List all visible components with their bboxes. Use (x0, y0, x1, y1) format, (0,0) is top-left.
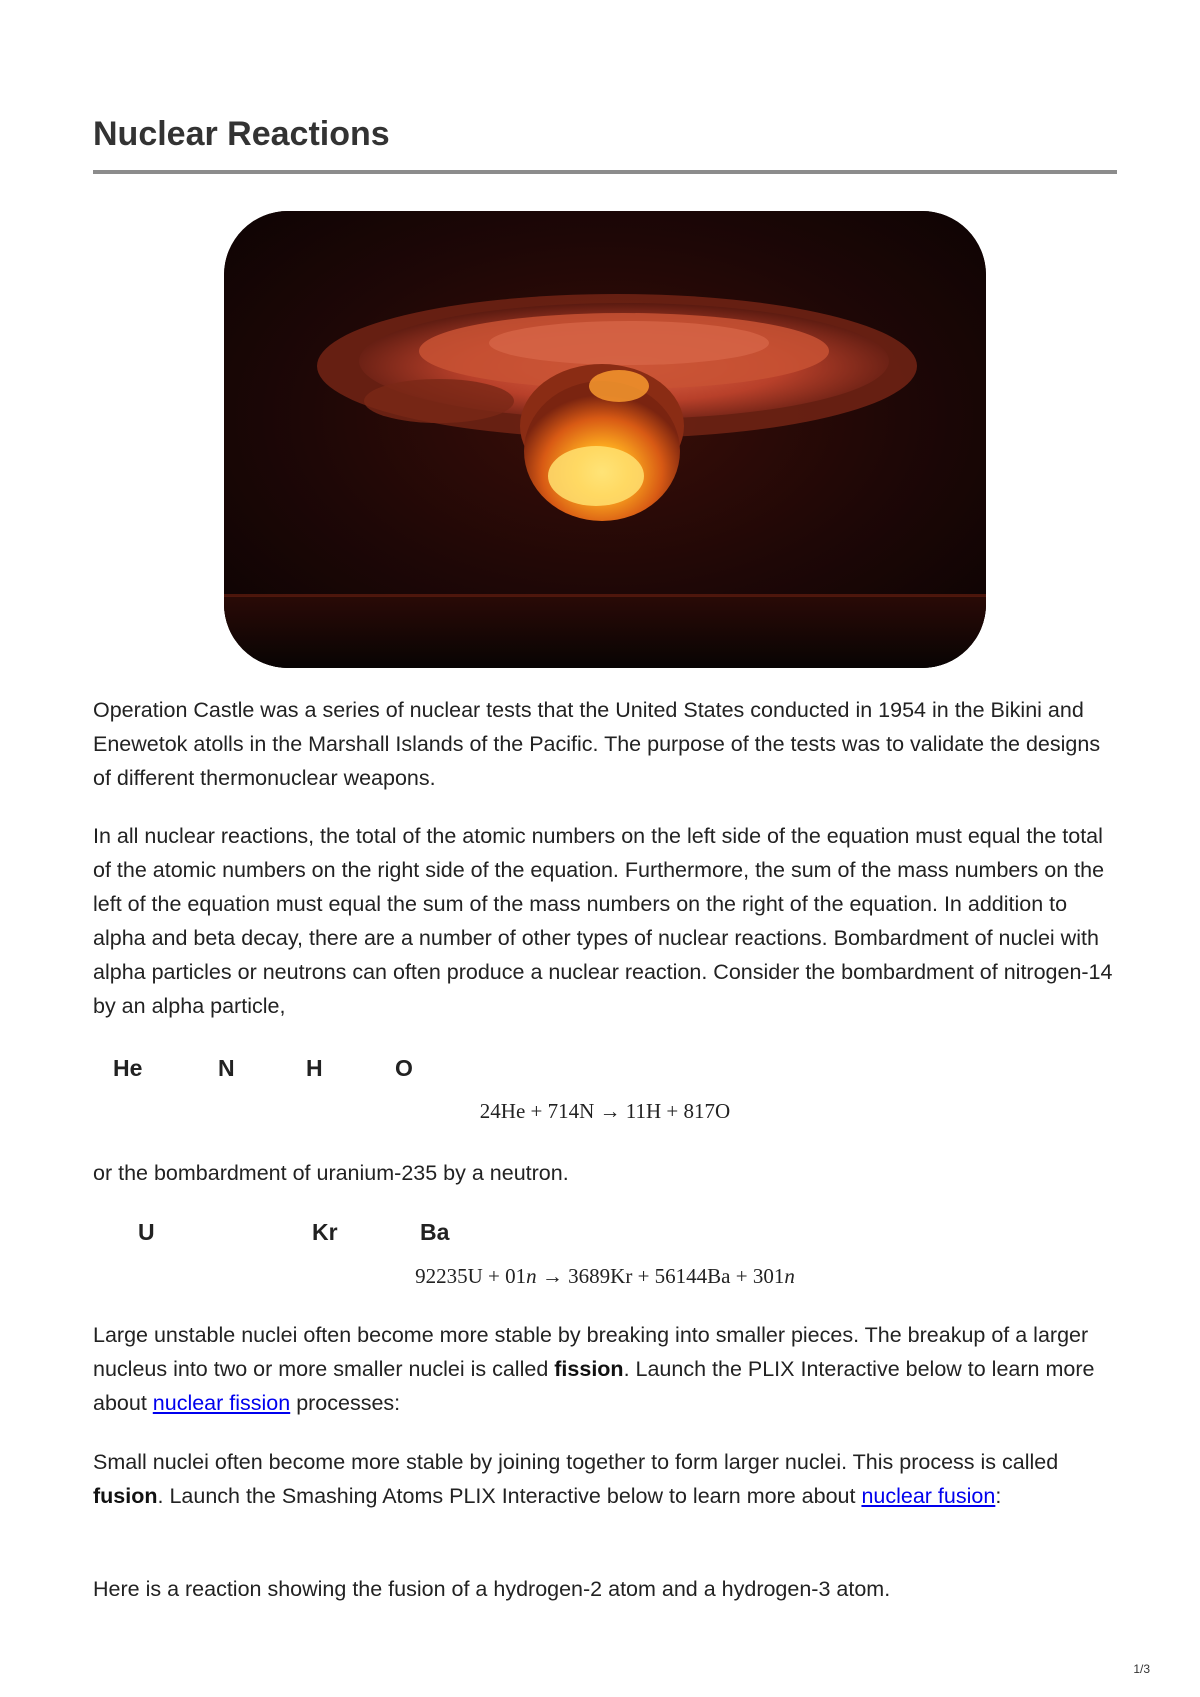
text-run: Small nuclei often become more stable by joining together to form larger nuclei. This process is called (93, 1450, 1059, 1474)
term-fusion: fusion (93, 1484, 158, 1508)
equation-neutron-symbol: n (526, 1264, 537, 1288)
paragraph-hydrogen-fusion: Here is a reaction showing the fusion of a hydrogen-2 atom and a hydrogen-3 atom. (93, 1577, 891, 1601)
text-run: . Launch the PLIX Interactive below to learn more about (93, 1357, 1095, 1415)
symbol-label: He (113, 1055, 143, 1081)
link-nuclear-fission[interactable]: nuclear fission (152, 1391, 291, 1415)
equation-neutron-symbol: n (784, 1264, 795, 1288)
symbol-label: N (218, 1055, 235, 1081)
paragraph-uranium-bombardment: or the bombardment of uranium-235 by a neutron. (93, 1161, 569, 1185)
text-run: . Launch the Smashing Atoms PLIX Interactive below to learn more about (157, 1484, 862, 1508)
nuclear-explosion-photo (224, 211, 986, 668)
symbol-label: O (395, 1055, 413, 1081)
equation-part: → 3689Kr + 56144Ba + 301 (536, 1264, 785, 1288)
paragraph-operation-castle: Operation Castle was a series of nuclear tests that the United States conducted in 1954 in the Bikini and Enewetok atolls in the Marshall Islands of the Pacific. The purpose of the tests was to validate the designs of different thermonuclear weapons. (93, 698, 1101, 790)
paragraph-nuclear-reactions: In all nuclear reactions, the total of the atomic numbers on the left side of the equation must equal the total of the atomic numbers on the right side of the equation. Furthermore, the sum of the mass numbers on the left of the equation must equal the sum of the mass numbers on the right of the equation. In addition to alpha and beta decay, there are a number of other types of nuclear reactions. Bombardment of nuclei with alpha particles or neutrons can often produce a nuclear reaction. Consider the bombardment of nitrogen-14 by an alpha particle, (93, 824, 1113, 1018)
symbol-label: Kr (312, 1219, 338, 1245)
equation-part: 92235U + 01 (415, 1264, 527, 1288)
nuclear-explosion-illustration (224, 211, 986, 668)
equation-nitrogen-alpha: 24He + 714N → 11H + 817O (479, 1099, 731, 1123)
symbol-label: H (306, 1055, 323, 1081)
page-title: Nuclear Reactions (93, 115, 390, 153)
title-divider (93, 170, 1117, 174)
symbol-label: U (138, 1219, 155, 1245)
page-number: 1/3 (1133, 1662, 1150, 1676)
term-fission: fission (554, 1357, 624, 1381)
text-run: Large unstable nuclei often become more stable by breaking into smaller pieces. The breakup of a larger nucleus into two or more smaller nuclei is called (93, 1323, 1089, 1381)
symbol-label: Ba (420, 1219, 450, 1245)
paragraph-fission (93, 1318, 1117, 1420)
link-nuclear-fusion[interactable]: nuclear fusion (861, 1484, 996, 1508)
paragraph-fusion (93, 1445, 1117, 1513)
equation-uranium-neutron (93, 1264, 1117, 1289)
text-run: : (995, 1484, 1002, 1508)
text-run: processes: (290, 1391, 401, 1415)
